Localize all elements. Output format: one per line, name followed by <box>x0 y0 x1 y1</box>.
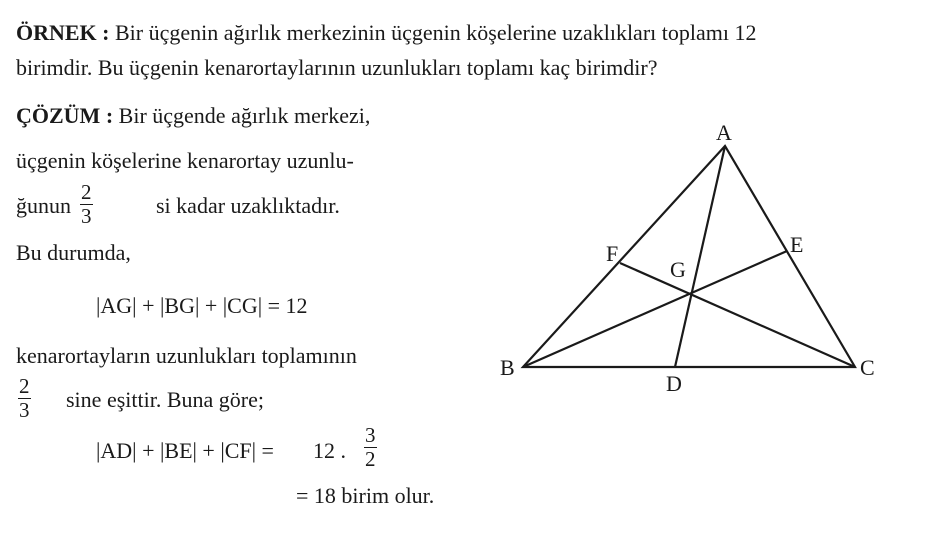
solution-line-3-prefix: ğunun <box>16 193 71 218</box>
solution-text-1: Bir üçgende ağırlık merkezi, <box>118 103 371 128</box>
example-label: ÖRNEK : <box>16 20 110 45</box>
solution-line-5: kenarortayların uzunlukları toplamının <box>16 343 357 368</box>
fraction-numerator: 3 <box>365 423 376 447</box>
fraction-numerator: 2 <box>81 180 92 204</box>
label-a: A <box>716 120 732 145</box>
fraction-numerator: 2 <box>19 374 30 398</box>
fraction-denominator: 3 <box>19 398 30 422</box>
label-g: G <box>670 257 686 282</box>
solution-label: ÇÖZÜM : <box>16 103 114 128</box>
label-f: F <box>606 241 619 266</box>
equation-ag-bg-cg: |AG| + |BG| + |CG| = 12 <box>96 293 308 318</box>
label-e: E <box>790 232 804 257</box>
median-be <box>523 251 787 367</box>
equation-ad-be-cf-lhs: |AD| + |BE| + |CF| = <box>96 438 274 463</box>
label-c: C <box>860 355 875 380</box>
solution-line-4: Bu durumda, <box>16 240 131 265</box>
solution-line-2: üçgenin köşelerine kenarortay uzunlu- <box>16 148 354 173</box>
fraction-denominator: 2 <box>365 447 376 471</box>
median-cf <box>620 263 855 367</box>
solution-line-6: sine eşittir. Buna göre; <box>66 387 264 412</box>
label-d: D <box>666 371 682 396</box>
solution-line-3-suffix: si kadar uzaklıktadır. <box>156 193 340 218</box>
equation-result: = 18 birim olur. <box>296 483 435 508</box>
example-text-1: Bir üçgenin ağırlık merkezinin üçgenin köşelerine uzaklıkları toplamı 12 <box>115 20 757 45</box>
triangle-abc <box>523 146 855 367</box>
fraction-denominator: 3 <box>81 204 92 228</box>
equation-multiplier: 12 . <box>313 438 346 463</box>
label-b: B <box>500 355 515 380</box>
example-line-2: birimdir. Bu üçgenin kenarortaylarının uzunlukları toplamı kaç birimdir? <box>16 55 658 80</box>
